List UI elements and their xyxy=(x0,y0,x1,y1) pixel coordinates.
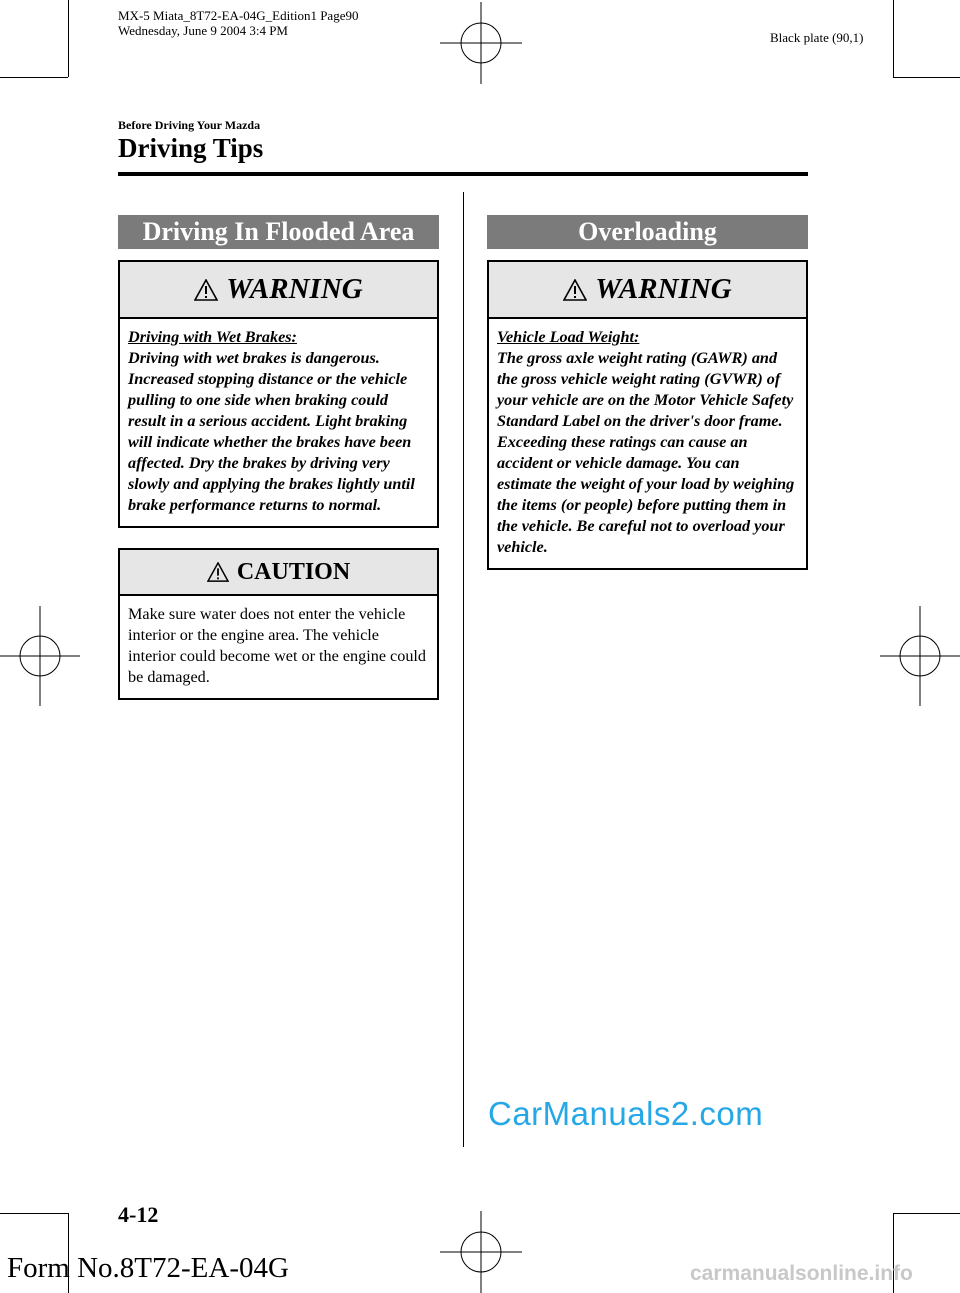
left-column xyxy=(118,215,439,700)
section-label: Before Driving Your Mazda xyxy=(118,118,261,132)
print-job-info xyxy=(118,8,358,38)
warning-subhead: Vehicle Load Weight: xyxy=(497,328,640,346)
crop-mark-icon xyxy=(68,0,69,77)
black-plate-label: Black plate (90,1) xyxy=(770,30,864,45)
crop-mark-icon xyxy=(893,0,894,77)
flooded-area-heading: Driving In Flooded Area xyxy=(118,215,439,249)
warning-text: The gross axle weight rating (GAWR) and the gross vehicle weight rating (GVWR) of your vehicle are on the Motor Vehicle Safety Standard Label on the driver's door frame. Exceeding these ratings can cause an accident or vehicle damage. You can estimate the weight of your load by weighing the items (or people) before putting them in the vehicle. Be careful not to overload your vehicle. xyxy=(497,349,795,556)
warning-box-load-weight xyxy=(487,260,808,570)
warning-triangle-icon xyxy=(194,279,218,301)
crop-mark-icon xyxy=(893,77,960,78)
right-column xyxy=(487,215,808,570)
page-title: Driving Tips xyxy=(118,133,264,163)
watermark-site: carmanualsonline.info xyxy=(690,1262,913,1285)
warning-body xyxy=(489,319,806,568)
caution-label: CAUTION xyxy=(236,558,351,585)
title-rule xyxy=(118,172,808,176)
crop-mark-icon xyxy=(0,1213,68,1214)
caution-triangle-icon xyxy=(207,562,229,582)
caution-box-water xyxy=(118,548,439,700)
warning-header xyxy=(120,262,437,319)
registration-mark-icon xyxy=(880,606,960,706)
column-divider xyxy=(463,192,464,1147)
warning-subhead: Driving with Wet Brakes: xyxy=(128,328,297,346)
registration-mark-icon xyxy=(440,1211,522,1293)
crop-mark-icon xyxy=(0,77,68,78)
warning-box-wet-brakes xyxy=(118,260,439,528)
page-number: 4-12 xyxy=(118,1202,159,1227)
watermark-logo: CarManuals2.com xyxy=(488,1095,764,1132)
print-job-line1: MX-5 Miata_8T72-EA-04G_Edition1 Page90 xyxy=(118,8,359,23)
form-number: Form No.8T72-EA-04G xyxy=(7,1252,289,1284)
warning-header xyxy=(489,262,806,319)
warning-triangle-icon xyxy=(563,279,587,301)
registration-mark-icon xyxy=(0,606,80,706)
caution-body: Make sure water does not enter the vehicle interior or the engine area. The vehicle interior could become wet or the engine could be damaged. xyxy=(128,605,427,686)
crop-mark-icon xyxy=(893,1213,960,1214)
warning-body xyxy=(120,319,437,526)
warning-text: Driving with wet brakes is dangerous. Increased stopping distance or the vehicle pulling to one side when braking could result in a serious accident. Light braking will indicate whether the brakes have been affected. Dry the brakes by driving very slowly and applying the brakes lightly until brake performance returns to normal. xyxy=(128,349,415,514)
overloading-heading: Overloading xyxy=(487,215,808,249)
caution-header xyxy=(120,550,437,596)
warning-label: WARNING xyxy=(595,273,732,305)
warning-label: WARNING xyxy=(226,273,363,305)
print-job-line2: Wednesday, June 9 2004 3:4 PM xyxy=(118,23,288,38)
registration-mark-icon xyxy=(440,2,522,84)
